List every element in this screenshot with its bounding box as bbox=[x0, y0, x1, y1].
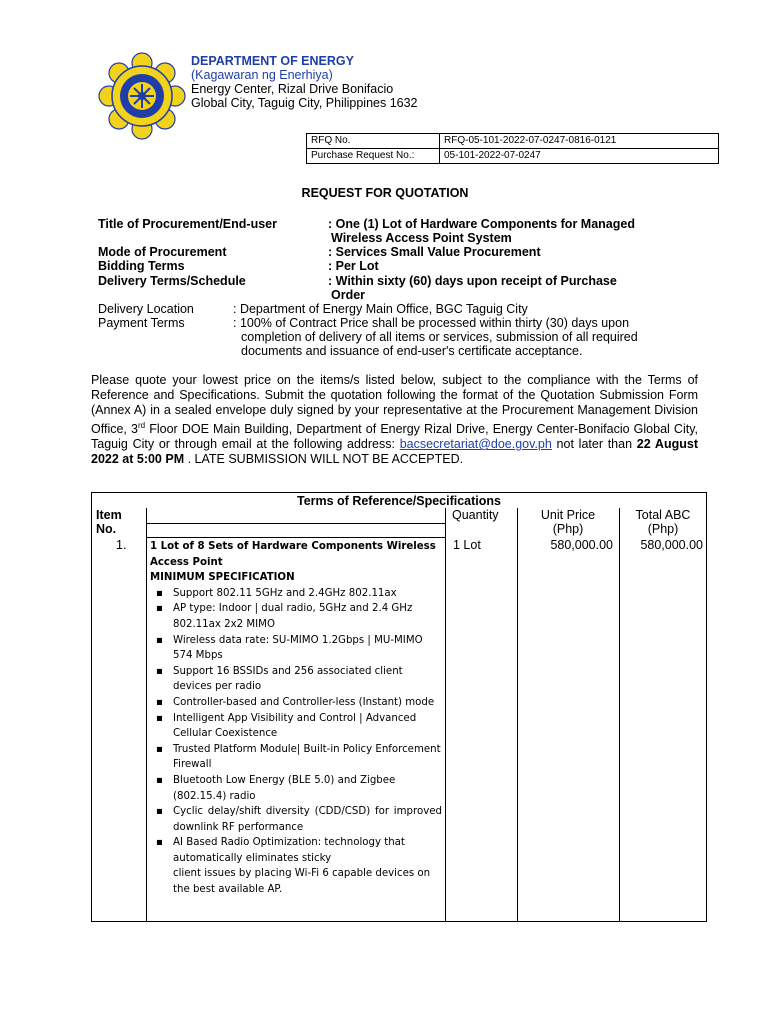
delivery-value-2: Order bbox=[331, 288, 366, 302]
item-no: 1. bbox=[116, 538, 127, 552]
item-specification bbox=[150, 539, 442, 898]
min-spec-heading: MINIMUM SPECIFICATION bbox=[150, 572, 295, 584]
delivery-value-1: : Within sixty (60) days upon receipt of Purchase bbox=[328, 274, 617, 288]
doe-seal-icon bbox=[96, 50, 188, 142]
mode-value: : Services Small Value Procurement bbox=[328, 245, 541, 259]
col-item-1: Item bbox=[96, 508, 122, 522]
spec-item: ▪ Controller-based and Controller-less (Instant) mode bbox=[150, 695, 442, 711]
deadline: 22 August 2022 at 5:00 PM bbox=[91, 437, 698, 467]
rfq-table bbox=[306, 133, 719, 164]
rfq-row bbox=[307, 134, 719, 149]
spec-list bbox=[150, 586, 442, 867]
row-divider bbox=[146, 537, 445, 538]
spec-item: ▪ Trusted Platform Module| Built-in Policy Enforcement Firewall bbox=[150, 742, 442, 773]
para-text-2: Floor DOE Main Building, Department of Energy Rizal Drive, Energy Center-Bonifacio Global City, Taguig City or through email at the following address: bbox=[91, 422, 699, 452]
address-line-1: Energy Center, Rizal Drive Bonifacio bbox=[191, 82, 394, 96]
para-text-3: not later than bbox=[551, 437, 637, 452]
spec-item: ▪ AP type: Indoor | dual radio, 5GHz and 2.4 GHz 802.11ax 2x2 MIMO bbox=[150, 601, 442, 632]
payment-label: Payment Terms bbox=[98, 316, 185, 330]
document-title: REQUEST FOR QUOTATION bbox=[301, 186, 469, 200]
instructions-paragraph bbox=[91, 373, 698, 467]
address-line-2: Global City, Taguig City, Philippines 1632 bbox=[191, 96, 418, 110]
spec-item: ▪ Support 16 BSSIDs and 256 associated client devices per radio bbox=[150, 664, 442, 695]
delivery-label: Delivery Terms/Schedule bbox=[98, 274, 246, 288]
org-name-local: (Kagawaran ng Enerhiya) bbox=[191, 68, 333, 82]
para-text-1: Please quote your lowest price on the items/s listed below, subject to the compliance with the Terms of Reference and Specifications. Submit the quotation following the format of the Quotation Submission Form (Annex A) in a sealed envelope duly signed by your representative at the Procurement Management Division Office, 3 bbox=[91, 373, 698, 437]
payment-value-3: documents and issuance of end-user's certificate acceptance. bbox=[241, 344, 583, 358]
col-divider bbox=[619, 508, 620, 921]
location-value: : Department of Energy Main Office, BGC Taguig City bbox=[233, 302, 528, 316]
item-qty: 1 Lot bbox=[453, 538, 481, 552]
bidding-value: : Per Lot bbox=[328, 259, 379, 273]
pr-no-label: Purchase Request No.: bbox=[307, 149, 440, 164]
para-text-4: . LATE SUBMISSION WILL NOT BE ACCEPTED. bbox=[184, 452, 464, 467]
mode-label: Mode of Procurement bbox=[98, 245, 227, 259]
col-total-2: (Php) bbox=[647, 522, 679, 536]
col-total-1: Total ABC bbox=[635, 508, 691, 522]
pr-row bbox=[307, 149, 719, 164]
payment-value-1: : 100% of Contract Price shall be processed within thirty (30) days upon bbox=[233, 316, 630, 330]
item-desc-title: 1 Lot of 8 Sets of Hardware Components Wireless Access Point bbox=[150, 541, 436, 568]
col-divider bbox=[517, 508, 518, 921]
col-divider bbox=[445, 508, 446, 921]
payment-value-2: completion of delivery of all items or services, submission of all required bbox=[241, 330, 638, 344]
para-sup: rd bbox=[137, 421, 146, 430]
table-heading: Terms of Reference/Specifications bbox=[296, 494, 501, 508]
location-label: Delivery Location bbox=[98, 302, 194, 316]
col-divider bbox=[146, 508, 147, 921]
col-unit-price-1: Unit Price bbox=[540, 508, 596, 522]
spec-item: ▪ Intelligent App Visibility and Control | Advanced Cellular Coexistence bbox=[150, 711, 442, 742]
title-value-1: : One (1) Lot of Hardware Components for Managed bbox=[328, 217, 635, 231]
col-unit-price-2: (Php) bbox=[552, 522, 584, 536]
specs-table bbox=[91, 492, 707, 922]
item-unit-price: 580,000.00 bbox=[550, 538, 613, 552]
title-value-2: Wireless Access Point System bbox=[331, 231, 512, 245]
rfq-no-value: RFQ-05-101-2022-07-0247-0816-0121 bbox=[440, 134, 719, 149]
spec-item: ▪ Support 802.11 5GHz and 2.4GHz 802.11ax bbox=[150, 586, 442, 602]
spec-item: ▪ Wireless data rate: SU-MIMO 1.2Gbps | MU-MIMO 574 Mbps bbox=[150, 633, 442, 664]
item-total: 580,000.00 bbox=[640, 538, 703, 552]
col-quantity: Quantity bbox=[452, 508, 499, 522]
spec-item: ▪ Bluetooth Low Energy (BLE 5.0) and Zigbee (802.15.4) radio bbox=[150, 773, 442, 804]
col-item-2: No. bbox=[96, 522, 117, 536]
spec-item: ▪ AI Based Radio Optimization: technology that automatically eliminates sticky bbox=[150, 835, 442, 866]
row-divider bbox=[146, 523, 445, 524]
rfq-no-label: RFQ No. bbox=[307, 134, 440, 149]
spec-tail: client issues by placing Wi-Fi 6 capable devices on the best available AP. bbox=[173, 868, 431, 896]
email-link[interactable]: bacsecretariat@doe.gov.ph bbox=[399, 437, 552, 452]
pr-no-value: 05-101-2022-07-0247 bbox=[440, 149, 719, 164]
title-label: Title of Procurement/End-user bbox=[98, 217, 277, 231]
org-name: DEPARTMENT OF ENERGY bbox=[191, 54, 354, 68]
spec-item: ▪ Cyclic delay/shift diversity (CDD/CSD) for improved downlink RF performance bbox=[150, 804, 442, 835]
bidding-label: Bidding Terms bbox=[98, 259, 185, 273]
